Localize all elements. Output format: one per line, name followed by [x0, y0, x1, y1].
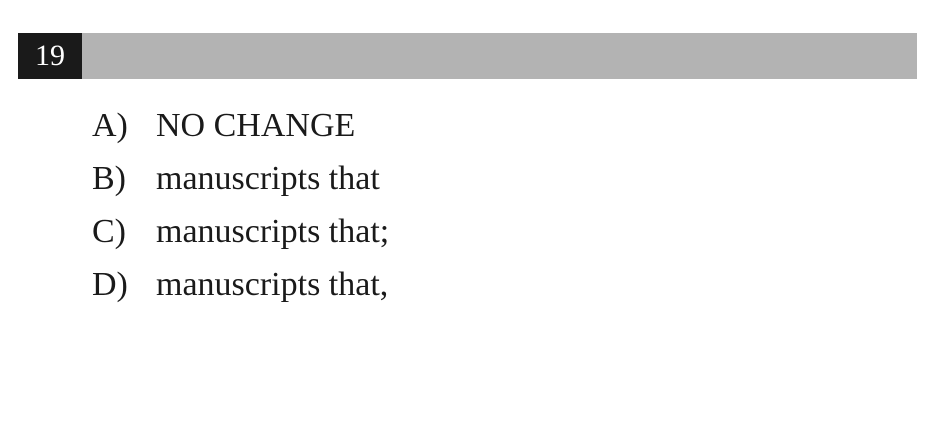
- answer-choices: [92, 102, 389, 314]
- choice-text: manuscripts that,: [156, 266, 389, 303]
- choice-text: manuscripts that: [156, 160, 380, 197]
- choice-c[interactable]: [92, 208, 389, 261]
- choice-text: manuscripts that;: [156, 213, 390, 250]
- choice-text: NO CHANGE: [156, 107, 356, 144]
- question-header-bar: [18, 33, 917, 79]
- choice-letter: A): [92, 107, 128, 144]
- choice-d[interactable]: [92, 261, 389, 314]
- choice-letter: C): [92, 213, 126, 250]
- choice-b[interactable]: [92, 155, 389, 208]
- choice-a[interactable]: [92, 102, 389, 155]
- choice-letter: D): [92, 266, 128, 303]
- question-number: 19: [18, 33, 82, 79]
- choice-letter: B): [92, 160, 126, 197]
